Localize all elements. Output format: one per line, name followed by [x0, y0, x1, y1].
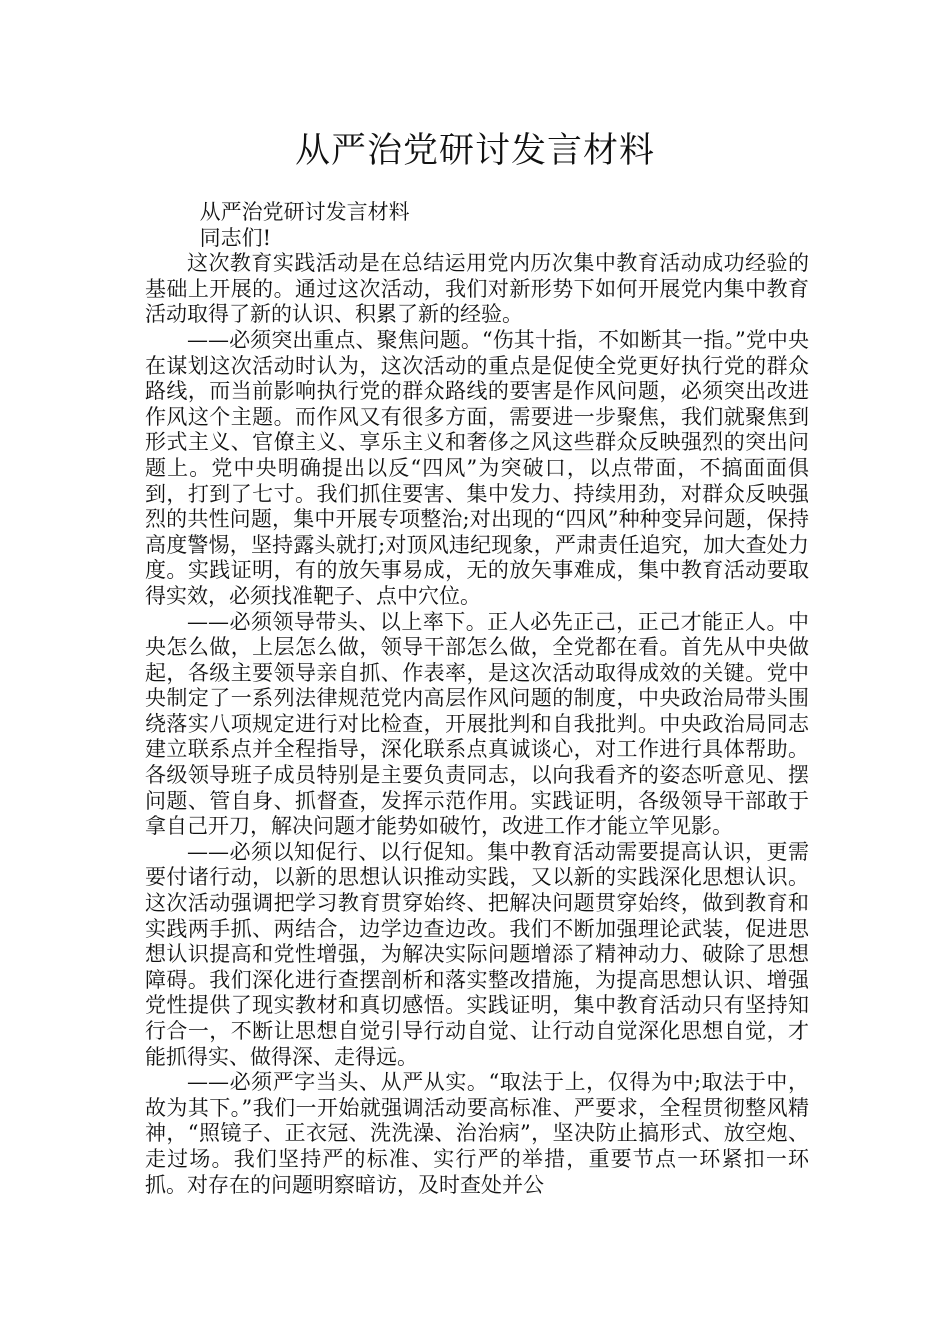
document-title: 从严治党研讨发言材料 — [294, 131, 655, 171]
paragraph-focus-problems: ——必须突出重点、聚焦问题。“伤其十指，不如断其一指。”党中央在谋划这次活动时认为，这次活动的重点是促使全党更好执行党的群众路线，而当前影响执行党的群众路线的要害是作风问题，必须突出改进作风这个主题。而作风又有很多方面，需要进一步聚焦，我们就聚焦到形式主义、官僚主义、享乐主义和奢侈之风这些群众反映强烈的突出问题上。党中央明确提出以反“四风”为突破口，以点带面，不搞面面俱到，打到了七寸。我们抓住要害、集中发力、持续用劲，对群众反映强烈的共性问题，集中开展专项整治;对出现的“四风”种种变异问题，保持高度警惕，坚持露头就打;对顶风违纪现象，严肃责任追究，加大查处力度。实践证明，有的放矢事易成，无的放矢事难成，集中教育活动要取得实效，必须找准靶子、点中穴位。 — [145, 327, 809, 608]
document-subtitle: 从严治党研讨发言材料 — [199, 200, 410, 224]
paragraph-intro: 这次教育实践活动是在总结运用党内历次集中教育活动成功经验的基础上开展的。通过这次活动，我们对新形势下如何开展党内集中教育活动取得了新的认识、积累了新的经验。 — [145, 251, 809, 327]
paragraph-knowledge-action: ——必须以知促行、以行促知。集中教育活动需要提高认识，更需要付诸行动，以新的思想认识推动实践，又以新的实践深化思想认识。这次活动强调把学习教育贯穿始终、把解决问题贯穿始终，做到教育和实践两手抓、两结合，边学边查边改。我们不断加强理论武装，促进思想认识提高和党性增强，为解决实际问题增添了精神动力、破除了思想障碍。我们深化进行查摆剖析和落实整改措施，为提高思想认识、增强党性提供了现实教材和真切感悟。实践证明，集中教育活动只有坚持知行合一，不断让思想自觉引导行动自觉、让行动自觉深化思想自觉，才能抓得实、做得深、走得远。 — [145, 839, 809, 1069]
salutation: 同志们! — [199, 225, 272, 250]
document-body — [145, 200, 809, 1198]
paragraph-leaders-lead: ——必须领导带头、以上率下。正人必先正己，正己才能正人。中央怎么做，上层怎么做，领导干部怎么做，全党都在看。首先从中央做起，各级主要领导亲自抓、作表率，是这次活动取得成效的关键。党中央制定了一系列法律规范党内高层作风问题的制度，中央政治局带头围绕落实八项规定进行对比检查，开展批判和自我批判。中央政治局同志建立联系点并全程指导，深化联系点真诚谈心，对工作进行具体帮助。各级领导班子成员特别是主要负责同志，以向我看齐的姿态听意见、摆问题、管自身、抓督查，发挥示范作用。实践证明，各级领导干部敢于拿自己开刀，解决问题才能势如破竹，改进工作才能立竿见影。 — [145, 609, 809, 839]
paragraph-strictness: ——必须严字当头、从严从实。“取法于上，仅得为中;取法于中，故为其下。”我们一开始就强调活动要高标准、严要求，全程贯彻整风精神，“照镜子、正衣冠、洗洗澡、治治病”，坚决防止搞形式、放空炮、走过场。我们坚持严的标准、实行严的举措，重要节点一环紧扣一环抓。对存在的问题明察暗访，及时查处并公 — [145, 1070, 809, 1197]
